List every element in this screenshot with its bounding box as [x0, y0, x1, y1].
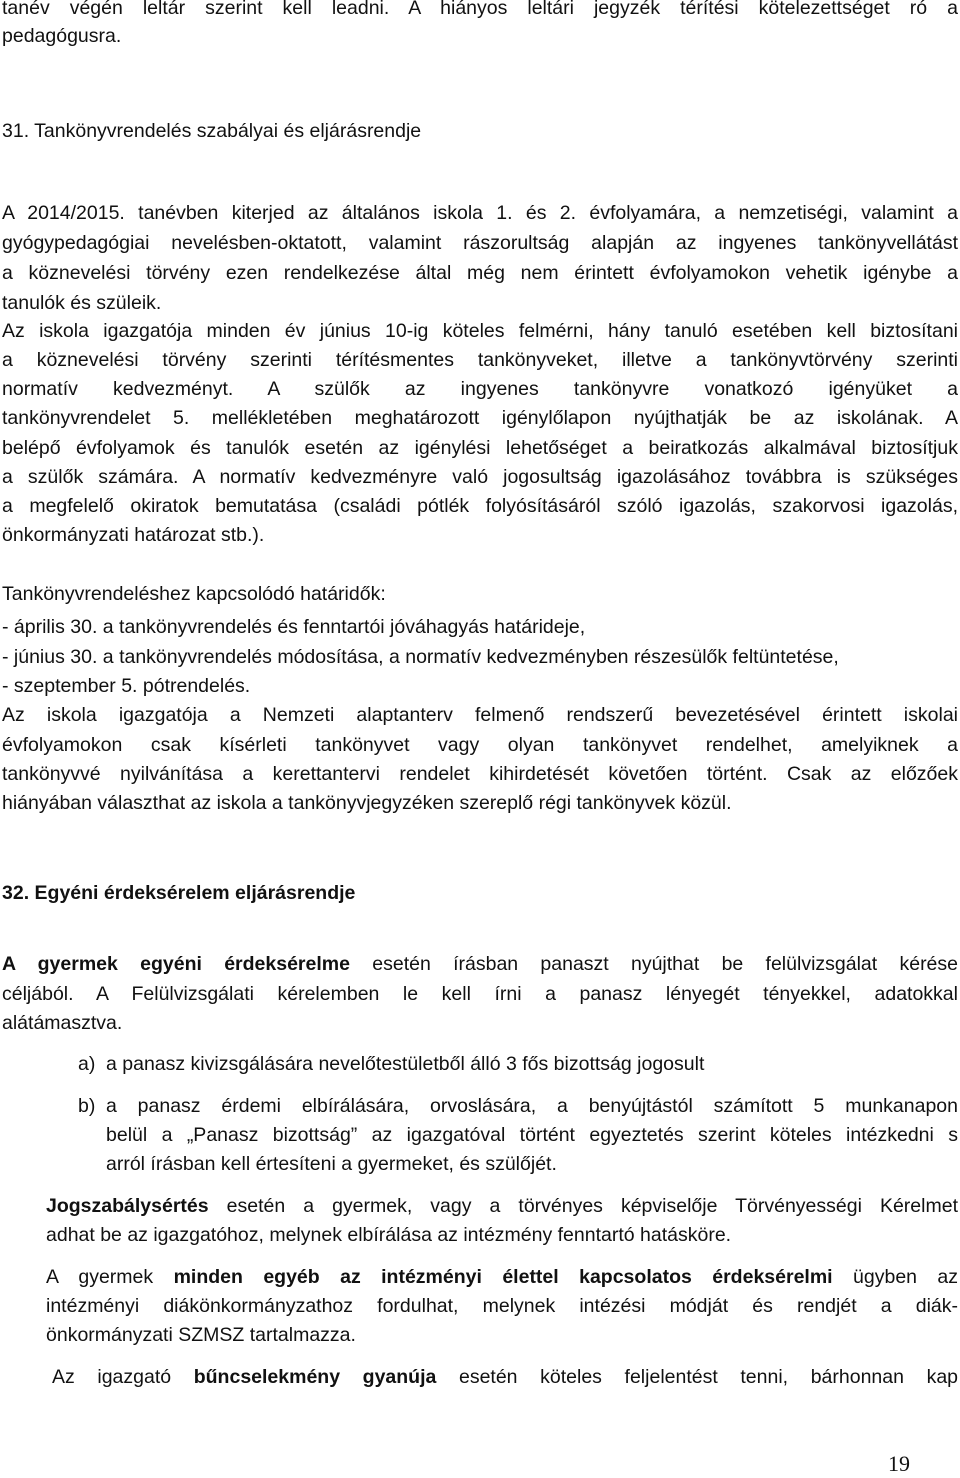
text-line	[46, 1192, 958, 1220]
text-line: hiányában választhat az iskola a tankönyvjegyzéken szereplő régi tankönyvek közül.	[2, 792, 732, 814]
deadline-item: - április 30. a tankönyvrendelés és fenntartói jóváhagyás határideje,	[2, 616, 586, 638]
text-segment: A gyermek	[46, 1266, 154, 1288]
text-line: tankönyvrendelet 5. mellékletében meghatározott igénylőlapon nyújthatják be az iskolának. A	[2, 407, 958, 429]
section-heading: 32. Egyéni érdeksérelem eljárásrendje	[2, 882, 356, 904]
bold-phrase: minden egyéb az intézményi élettel kapcsolatos érdeksérelmi	[173, 1266, 833, 1288]
text-line: a köznevelési törvény ezen rendelkezése által még nem érintett évfolyamokon vehetik igénybe a	[2, 262, 958, 284]
text-line	[52, 1363, 958, 1391]
list-marker: a)	[78, 1053, 96, 1075]
text-line: önkormányzati határozat stb.).	[2, 524, 265, 546]
section-heading: 31. Tankönyvrendelés szabályai és eljárásrendje	[2, 120, 422, 142]
text-line: normatív kedvezményt. A szülők az ingyenes tankönyvre vonatkozó igényüket a	[2, 378, 958, 400]
text-line: gyógypedagógiai nevelésben-oktatott, valamint rászorultság alapján az ingyenes tankönyvellátást	[2, 232, 958, 254]
deadline-item: - szeptember 5. pótrendelés.	[2, 675, 251, 697]
text-line: tanév végén leltár szerint kell leadni. A hiányos leltári jegyzék térítési kötelezettséget ró a	[2, 0, 958, 19]
text-line	[2, 950, 958, 978]
bold-phrase: Jogszabálysértés	[46, 1195, 209, 1217]
text-line: évfolyamokon csak kísérleti tankönyvet vagy olyan tankönyvet rendelhet, amelyiknek a	[2, 734, 958, 756]
text-segment: esetén köteles feljelentést tenni, bárhonnan kap	[458, 1366, 959, 1388]
deadline-item: - június 30. a tankönyvrendelés módosítása, a normatív kedvezményben részesülők feltüntetése,	[2, 646, 839, 668]
text-line: önkormányzati SZMSZ tartalmazza.	[46, 1324, 356, 1346]
list-item-text: a panasz érdemi elbírálására, orvoslására, a benyújtástól számított 5 munkanapon	[106, 1095, 958, 1117]
text-line	[46, 1263, 958, 1291]
text-line: a megfelelő okiratok bemutatása (családi pótlék folyósításáról szóló igazolás, szakorvosi igazolás,	[2, 495, 958, 517]
text-line: adhat be az igazgatóhoz, melynek elbírálása az intézmény fenntartó hatásköre.	[46, 1224, 732, 1246]
text-line: pedagógusra.	[2, 25, 122, 47]
text-line: A 2014/2015. tanévben kiterjed az általános iskola 1. és 2. évfolyamára, a nemzetiségi, valamint a	[2, 202, 958, 224]
text-line: a szülők számára. A normatív kedvezményre való jogosultság igazolásához továbbra is szükséges	[2, 466, 958, 488]
list-item-text: a panasz kivizsgálására nevelőtestületből álló 3 fős bizottság jogosult	[106, 1053, 705, 1075]
list-marker: b)	[78, 1095, 96, 1117]
text-segment: esetén a gyermek, vagy a törvényes képviselője Törvényességi Kérelmet	[226, 1195, 958, 1217]
text-segment: ügyben az	[853, 1266, 959, 1288]
text-line: Az iskola igazgatója minden év június 10-ig köteles felmérni, hány tanuló esetében kell biztosítani	[2, 320, 958, 342]
bold-phrase: bűncselekmény gyanúja	[193, 1366, 437, 1388]
text-line: tanulók és szüleik.	[2, 292, 162, 314]
text-line: intézményi diákönkormányzathoz fordulhat, melynek intézési módját és rendjét a diák-	[46, 1295, 958, 1317]
list-item-text: arról írásban kell értesíteni a gyermeket, és szülőjét.	[106, 1153, 557, 1175]
text-line: belépő évfolyamok és tanulók esetén az igénylési lehetőséget a beiratkozás alkalmával biztosítjuk	[2, 437, 958, 459]
text-line: tankönyvvé nyilvánítása a kerettantervi rendelet kihirdetését követően történt. Csak az előzőek	[2, 763, 958, 785]
text-segment: esetén írásban panaszt nyújthat be felülvizsgálat kérése	[372, 953, 958, 975]
list-item-text: belül a „Panasz bizottság” az igazgatóval történt egyeztetés szerint köteles intézkedni s	[106, 1124, 958, 1146]
text-line: a köznevelési törvény szerinti térítésmentes tankönyveket, illetve a tankönyvtörvény szerinti	[2, 349, 958, 371]
text-line: Az iskola igazgatója a Nemzeti alaptanterv felmenő rendszerű bevezetésével érintett iskolai	[2, 704, 958, 726]
text-line: alátámasztva.	[2, 1012, 123, 1034]
deadlines-heading: Tankönyvrendeléshez kapcsolódó határidők:	[2, 583, 386, 605]
bold-phrase: A gyermek egyéni érdeksérelme	[2, 953, 350, 975]
text-segment: Az igazgató	[52, 1366, 172, 1388]
page-number: 19	[888, 1451, 910, 1476]
text-line: céljából. A Felülvizsgálati kérelemben le kell írni a panasz lényegét tényekkel, adatokkal	[2, 983, 958, 1005]
